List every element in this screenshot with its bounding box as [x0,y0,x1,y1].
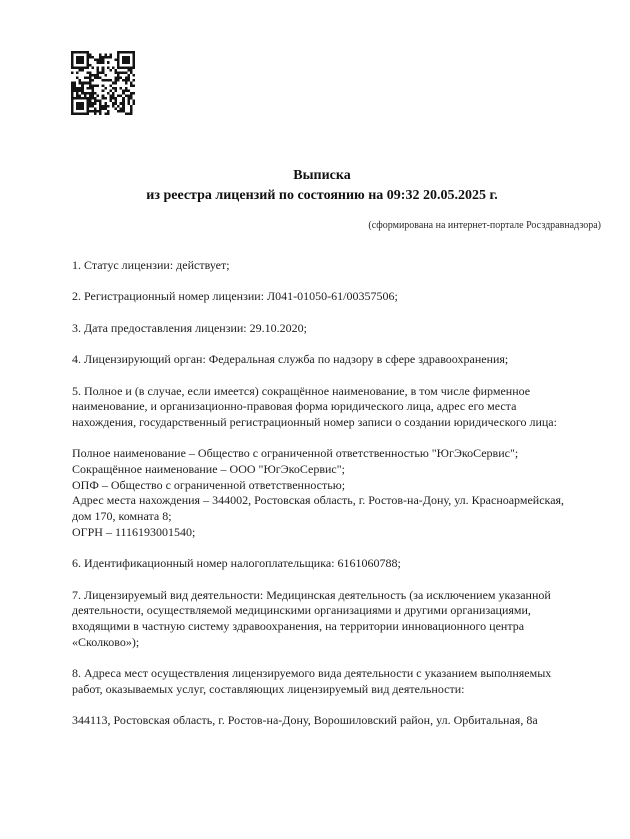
text-line: работ, оказываемых услуг, составляющих лицензируемый вид деятельности: [72,681,465,696]
document-title-line2: из реестра лицензий по состоянию на 09:32 20.05.2025 г. [146,187,498,203]
paragraph-4 [72,352,630,368]
formation-note: (сформирована на интернет-портале Росздравнадзора) [368,220,601,231]
text-line: 4. Лицензирующий орган: Федеральная служба по надзору в сфере здравоохранения; [72,352,509,367]
text-line: 1. Статус лицензии: действует; [72,258,230,272]
paragraph-9 [72,666,630,697]
text-line: 2. Регистрационный номер лицензии: Л041-01050-61/00357506; [72,289,398,304]
paragraph-5 [72,384,630,431]
qr-code-icon [71,51,135,115]
paragraph-7 [72,556,630,572]
text-line: 6. Идентификационный номер налогоплательщика: 6161060788; [72,556,401,571]
text-line: дом 170, комната 8; [72,509,172,524]
paragraph-2 [72,289,630,305]
paragraph-8 [72,588,630,651]
text-line: 7. Лицензируемый вид деятельности: Медицинская деятельность (за исключением указанной [72,587,551,602]
document-title-line1: Выписка [293,168,351,183]
text-line: Сокращённое наименование – ООО "ЮгЭкоСервис"; [72,462,345,477]
document-body [72,258,630,729]
text-line: входящими в частную систему здравоохранения, на территории инновационного центра [72,619,525,634]
paragraph-1 [72,258,630,274]
text-line: ОГРН – 1116193001540; [72,524,196,539]
text-line: ОПФ – Общество с ограниченной ответственностью; [72,477,346,492]
text-line: Адрес места нахождения – 344002, Ростовская область, г. Ростов-на-Дону, ул. Красноармейская, [72,493,565,508]
paragraph-3 [72,321,630,337]
text-line: 5. Полное и (в случае, если имеется) сокращённое наименование, в том числе фирменное [72,383,531,398]
text-line: Полное наименование – Общество с ограниченной ответственностью "ЮгЭкоСервис"; [72,446,519,461]
paragraph-10 [72,713,630,729]
document-title [72,166,572,205]
text-line: 8. Адреса мест осуществления лицензируемого вида деятельности с указанием выполняемых [72,666,552,681]
text-line: 344113, Ростовская область, г. Ростов-на-Дону, Ворошиловский район, ул. Орбитальная, 8а [72,713,538,728]
text-line: деятельности, осуществляемой медицинскими организациями и другими организациями, [72,603,531,618]
paragraph-6 [72,446,630,540]
text-line: «Сколково»); [72,634,140,649]
text-line: нахождения, государственный регистрационный номер записи о создании юридического лица: [72,414,557,429]
text-line: наименование, и организационно-правовая форма юридического лица, адрес его места [72,399,517,414]
text-line: 3. Дата предоставления лицензии: 29.10.2020; [72,320,307,335]
